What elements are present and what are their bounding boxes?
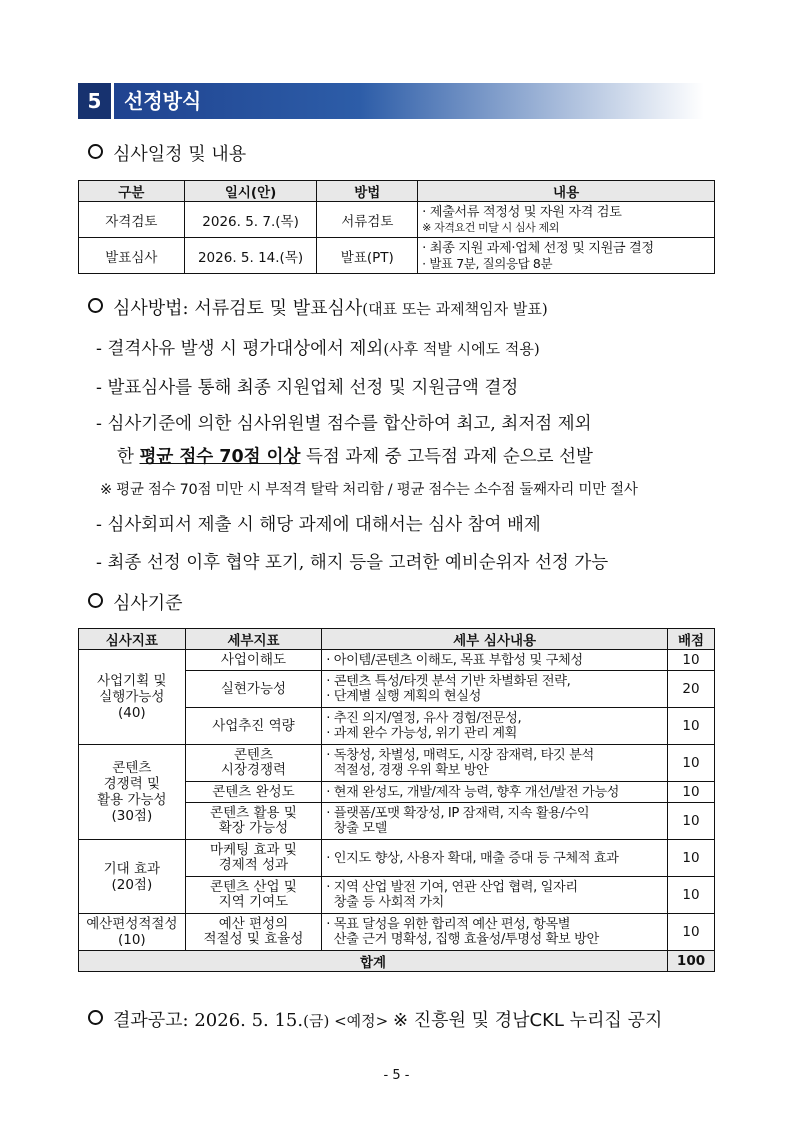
bullet-line: - 결격사유 발생 시 평가대상에서 제외(사후 적발 시에도 적용): [96, 339, 540, 359]
criteria-score: 10: [668, 803, 715, 840]
schedule-heading: 심사일정 및 내용: [88, 140, 246, 166]
criteria-header-score: 배점: [668, 629, 715, 650]
criteria-content-line: · 현재 완성도, 개발/제작 능력, 향후 개선/발전 가능성: [326, 784, 620, 800]
criteria-content: [322, 803, 668, 840]
schedule-header-method: 방법: [317, 181, 418, 202]
criteria-header-indicator: 심사지표: [79, 629, 186, 650]
criteria-sub-indicator: 실현가능성: [185, 671, 322, 708]
circle-bullet-icon: [88, 1010, 103, 1025]
total-label: 합계: [79, 951, 668, 972]
circle-bullet-icon: [88, 298, 103, 313]
criteria-sub-indicator: 사업추진 역량: [185, 708, 322, 745]
criteria-content: [322, 782, 668, 803]
circle-bullet-icon: [88, 593, 103, 608]
schedule-method: 발표(PT): [317, 238, 418, 274]
criteria-sub-indicator: 사업이해도: [185, 650, 322, 671]
criteria-content: [322, 840, 668, 877]
criteria-score: 10: [668, 708, 715, 745]
criteria-content-line: · 콘텐츠 특성/타겟 분석 기반 차별화된 전략,: [326, 674, 571, 689]
emphasis-text: 평균 점수 70점 이상: [139, 447, 301, 467]
table-row: [79, 914, 715, 951]
section-number: 5: [78, 83, 114, 119]
schedule-header-date: 일시(안): [184, 181, 317, 202]
total-row: [79, 951, 715, 972]
bullet-line: - 최종 선정 이후 협약 포기, 해지 등을 고려한 예비순위자 선정 가능: [96, 553, 609, 573]
criteria-header-content: 세부 심사내용: [322, 629, 668, 650]
table-row: [79, 202, 715, 238]
criteria-content-line: · 플랫폼/포맷 확장성, IP 잠재력, 지속 활용/수익: [326, 806, 590, 821]
criteria-header-sub: 세부지표: [185, 629, 322, 650]
criteria-content-line: · 단계별 실행 계획의 현실성: [326, 689, 481, 704]
bullet-line: - 심사회피서 제출 시 해당 과제에 대해서는 심사 참여 배제: [96, 515, 541, 535]
criteria-group-name: 콘텐츠 경쟁력 및 활용 가능성 (30점): [79, 745, 186, 840]
criteria-content-line: · 지역 산업 발전 기여, 연관 산업 협력, 일자리: [326, 880, 578, 895]
criteria-content-line: · 독창성, 차별성, 매력도, 시장 잠재력, 타깃 분석: [326, 748, 594, 763]
schedule-table: [78, 180, 715, 274]
page-number: - 5 -: [383, 1068, 410, 1083]
schedule-type: 자격검토: [79, 202, 185, 238]
section-title: 선정방식: [124, 89, 202, 113]
schedule-date: 2026. 5. 14.(목): [184, 238, 317, 274]
criteria-group-name: 기대 효과 (20점): [79, 840, 186, 914]
criteria-score: 20: [668, 671, 715, 708]
criteria-group-name: 예산편성적절성 (10): [79, 914, 186, 951]
criteria-sub-indicator: 콘텐츠 완성도: [185, 782, 322, 803]
criteria-group-name: 사업기획 및 실행가능성 (40): [79, 650, 186, 745]
schedule-content-line: · 발표 7분, 질의응답 8분: [422, 255, 553, 271]
criteria-content-line: 산출 근거 명확성, 집행 효율성/투명성 확보 방안: [326, 932, 599, 947]
criteria-score: 10: [668, 877, 715, 914]
schedule-type: 발표심사: [79, 238, 185, 274]
criteria-score: 10: [668, 914, 715, 951]
method-heading: 심사방법: 서류검토 및 발표심사(대표 또는 과제책임자 발표): [88, 294, 548, 320]
criteria-content: [322, 671, 668, 708]
table-row: [79, 840, 715, 877]
criteria-sub-indicator: 콘텐츠 활용 및 확장 가능성: [185, 803, 322, 840]
section-header: [78, 83, 704, 119]
total-score: 100: [668, 951, 715, 972]
criteria-sub-indicator: 예산 편성의 적절성 및 효율성: [185, 914, 322, 951]
criteria-content-line: 창출 등 사회적 가치: [326, 895, 444, 910]
schedule-header-type: 구분: [79, 181, 185, 202]
criteria-content-line: · 과제 완수 가능성, 위기 관리 계획: [326, 726, 517, 741]
criteria-table: [78, 628, 715, 972]
criteria-score: 10: [668, 840, 715, 877]
criteria-content-line: · 추진 의지/열정, 유사 경험/전문성,: [326, 711, 522, 726]
criteria-score: 10: [668, 650, 715, 671]
criteria-content: [322, 914, 668, 951]
schedule-content-note: ※ 자격요건 미달 시 심사 제외: [422, 220, 559, 234]
schedule-content-line: · 최종 지원 과제·업체 선정 및 지원금 결정: [422, 240, 654, 256]
circle-bullet-icon: [88, 144, 103, 159]
result-line: 결과공고: 2026. 5. 15.(금) <예정> ※ 진흥원 및 경남CKL 누리집 공지: [88, 1006, 662, 1032]
table-row: [79, 650, 715, 671]
criteria-sub-indicator: 마케팅 효과 및 경제적 성과: [185, 840, 322, 877]
criteria-heading: 심사기준: [88, 589, 183, 615]
note-line: ※ 평균 점수 70점 미만 시 부적격 탈락 처리함 / 평균 점수는 소수점 둘째자리 미만 절사: [100, 482, 638, 498]
table-row: [79, 745, 715, 782]
criteria-content-line: · 인지도 향상, 사용자 확대, 매출 증대 등 구체적 효과: [326, 850, 619, 866]
bullet-line-continued: 한 평균 점수 70점 이상 득점 과제 중 고득점 과제 순으로 선발: [117, 447, 593, 467]
criteria-content-line: · 아이템/콘텐츠 이해도, 목표 부합성 및 구체성: [326, 652, 583, 668]
schedule-method: 서류검토: [317, 202, 418, 238]
criteria-content: [322, 650, 668, 671]
schedule-header-content: 내용: [418, 181, 715, 202]
criteria-score: 10: [668, 782, 715, 803]
criteria-content-line: · 목표 달성을 위한 합리적 예산 편성, 항목별: [326, 917, 571, 932]
criteria-content: [322, 708, 668, 745]
criteria-content-line: 적절성, 경쟁 우위 확보 방안: [326, 763, 489, 778]
schedule-date: 2026. 5. 7.(목): [184, 202, 317, 238]
bullet-line: - 발표심사를 통해 최종 지원업체 선정 및 지원금액 결정: [96, 378, 519, 398]
schedule-content-line: · 제출서류 적정성 및 자원 자격 검토: [422, 204, 622, 220]
criteria-sub-indicator: 콘텐츠 산업 및 지역 기여도: [185, 877, 322, 914]
table-row: [79, 238, 715, 274]
criteria-sub-indicator: 콘텐츠 시장경쟁력: [185, 745, 322, 782]
criteria-score: 10: [668, 745, 715, 782]
criteria-content: [322, 745, 668, 782]
criteria-content: [322, 877, 668, 914]
bullet-line: - 심사기준에 의한 심사위원별 점수를 합산하여 최고, 최저점 제외: [96, 414, 592, 434]
criteria-content-line: 창출 모델: [326, 821, 387, 836]
